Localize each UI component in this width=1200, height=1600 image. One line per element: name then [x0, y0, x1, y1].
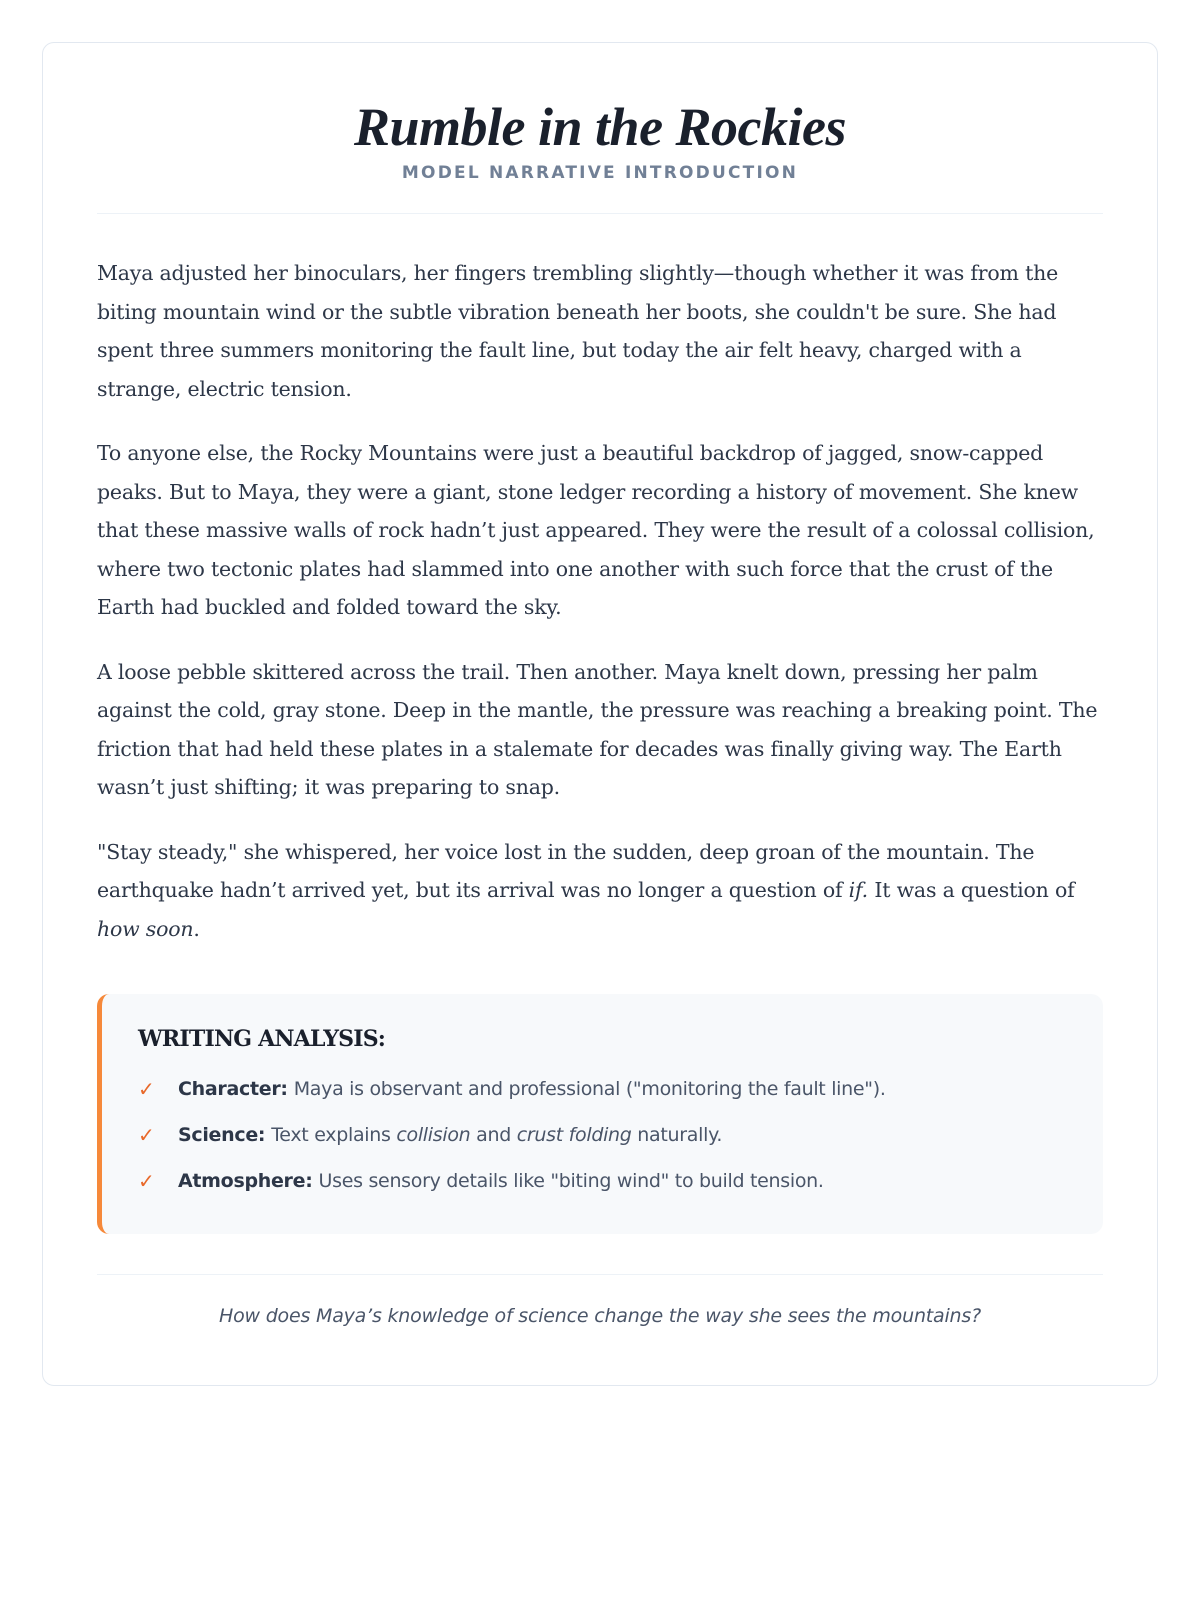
- check-icon: ✓: [138, 1077, 155, 1101]
- analysis-text: naturally.: [631, 1124, 723, 1146]
- analysis-label: Atmosphere:: [178, 1170, 313, 1192]
- paragraph-4-text: It was a question of: [868, 878, 1075, 902]
- divider: [97, 213, 1103, 214]
- analysis-label: Science:: [178, 1124, 266, 1146]
- analysis-item-character: [138, 1066, 1067, 1112]
- check-icon: ✓: [138, 1169, 155, 1193]
- writing-analysis-box: [97, 994, 1103, 1234]
- analysis-text: Text explains: [271, 1124, 397, 1146]
- analysis-label: Character:: [178, 1078, 288, 1100]
- reflection-question: How does Maya’s knowledge of science change the way she sees the mountains?: [219, 1305, 981, 1327]
- paragraph-4-text: .: [193, 916, 200, 941]
- analysis-emphasis: crust folding: [516, 1124, 632, 1146]
- emphasis-how-soon: how soon: [97, 916, 194, 941]
- paragraph-3: A loose pebble skittered across the trail. Then another. Maya knelt down, pressing her palm against the cold, gray stone. Deep in the mantle, the pressure was reaching a breaking point. The friction that had held these plates in a stalemate for decades was finally giving way. The Earth wasn’t just shifting; it was preparing to snap.: [97, 659, 1098, 799]
- analysis-text: Uses sensory details like "biting wind" to build tension.: [318, 1170, 824, 1192]
- emphasis-if: if.: [848, 878, 869, 902]
- analysis-text: Maya is observant and professional ("monitoring the fault line").: [293, 1078, 886, 1100]
- analysis-heading: WRITING ANALYSIS:: [138, 1026, 386, 1052]
- analysis-item-atmosphere: [138, 1158, 1067, 1204]
- analysis-list: [138, 1066, 1067, 1204]
- paragraph-4: [97, 833, 1103, 949]
- narrative-card: [42, 42, 1158, 1386]
- paragraph-4-text: "Stay steady," she whispered, her voice lost in the sudden, deep groan of the mountain. The earthquake hadn’t arrived yet, but its arrival was no longer a question of: [97, 839, 1035, 902]
- analysis-text: and: [470, 1124, 517, 1146]
- divider: [97, 1274, 1103, 1275]
- paragraph-1: Maya adjusted her binoculars, her fingers trembling slightly—though whether it was from the biting mountain wind or the subtle vibration beneath her boots, she couldn't be sure. She had spent three summers monitoring the fault line, but today the air felt heavy, charged with a strange, electric tension.: [97, 261, 1059, 401]
- story-text: [97, 254, 1103, 948]
- analysis-emphasis: collision: [396, 1124, 471, 1146]
- check-icon: ✓: [138, 1123, 155, 1147]
- page-subtitle: MODEL NARRATIVE INTRODUCTION: [401, 163, 799, 183]
- analysis-item-science: [138, 1112, 1067, 1158]
- paragraph-2: To anyone else, the Rocky Mountains were just a beautiful backdrop of jagged, snow-capped peaks. But to Maya, they were a giant, stone ledger recording a history of movement. She knew that these massive walls of rock hadn’t just appeared. They were the result of a colossal collision, where two tectonic plates had slammed into one another with such force that the crust of the Earth had buckled and folded toward the sky.: [97, 441, 1095, 619]
- page-title: Rumble in the Rockies: [353, 97, 847, 157]
